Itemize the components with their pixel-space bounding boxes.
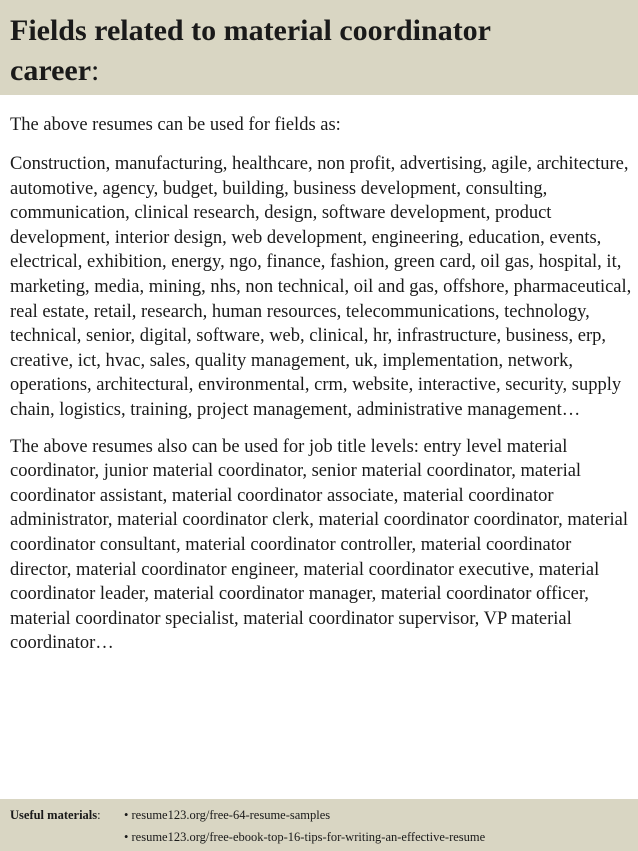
header-banner — [0, 0, 638, 95]
useful-materials-label: Useful materials: — [10, 808, 101, 822]
footer-indent — [10, 826, 124, 848]
footer-banner — [0, 799, 638, 851]
fields-paragraph: Construction, manufacturing, healthcare, non profit, advertising, agile, architecture, automotive, agency, budget, building, business development, consulting, communication, clinical research, design, software development, product development, interior design, web development, engineering, education, events, electrical, exhibition, energy, ngo, finance, fashion, green card, oil gas, hospital, it, marketing, media, mining, nhs, non technical, oil and gas, offshore, pharmaceutical, real estate, retail, research, human resources, telecommunications, technology, technical, senior, digital, software, web, clinical, hr, infrastructure, business, erp, creative, ict, hvac, sales, quality management, uk, implementation, network, operations, architectural, environmental, crm, website, interactive, security, supply chain, logistics, training, project management, administrative management… — [10, 154, 632, 420]
resume-samples-link[interactable]: • resume123.org/free-64-resume-samples — [124, 808, 331, 822]
ebook-tips-link[interactable]: • resume123.org/free-ebook-top-16-tips-for-writing-an-effective-resume — [124, 830, 486, 844]
main-content — [10, 112, 632, 668]
footer-row-2 — [10, 826, 628, 848]
title-colon: : — [91, 54, 100, 87]
title-line-2: career — [10, 54, 92, 87]
page-title — [10, 11, 628, 91]
footer-row-1 — [10, 804, 628, 826]
intro-text: The above resumes can be used for fields as: — [10, 115, 341, 135]
job-titles-paragraph: The above resumes also can be used for job title levels: entry level material coordinator, junior material coordinator, senior material coordinator, material coordinator assistant, material coordinator associate, material coordinator administrator, material coordinator clerk, material coordinator coordinator, material coordinator consultant, material coordinator controller, material coordinator director, material coordinator engineer, material coordinator executive, material coordinator leader, material coordinator manager, material coordinator officer, material coordinator specialist, material coordinator supervisor, VP material coordinator… — [10, 436, 629, 654]
title-line-1: Fields related to material coordinator — [10, 14, 491, 47]
